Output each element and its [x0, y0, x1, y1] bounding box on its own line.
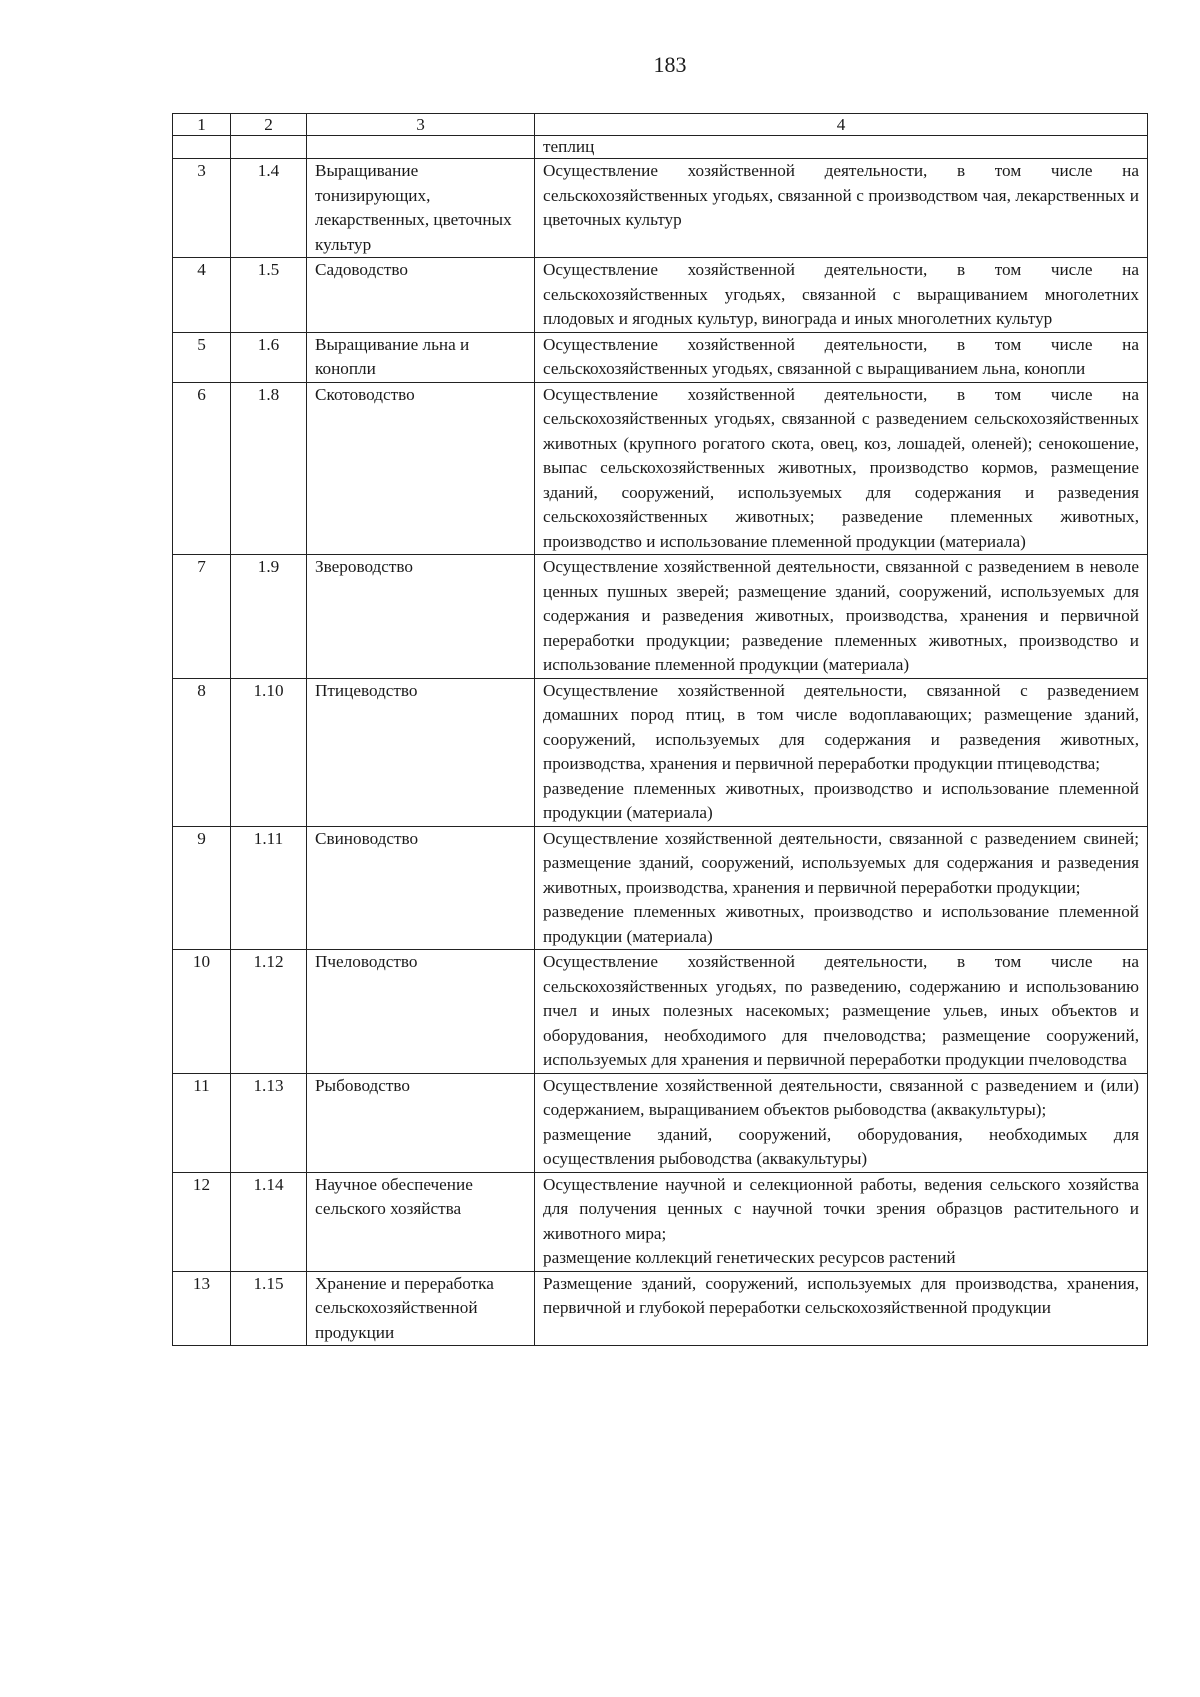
land-use-table — [172, 113, 1148, 1346]
row-code: 1.12 — [231, 950, 307, 1074]
row-name: Свиноводство — [307, 826, 535, 950]
row-description — [535, 1172, 1148, 1271]
row-number: 5 — [173, 332, 231, 382]
row-description-text: Осуществление хозяйственной деятельности, в том числе на сельскохозяйственных угодьях, связанной с разведением сельскохозяйственных животных (крупного рогатого скота, овец, коз, лошадей, оленей); сенокошение, выпас сельскохозяйственных животных, производство кормов, размещение зданий, сооружений, используемых для содержания и разведения сельскохозяйственных животных; разведение племенных животных, производство и использование племенной продукции (материала) — [543, 384, 1139, 551]
table-row — [173, 1073, 1148, 1172]
row-description-text: Размещение зданий, сооружений, используемых для производства, хранения, первичной и глубокой переработки сельскохозяйственной продукции — [543, 1273, 1139, 1317]
row-number: 6 — [173, 382, 231, 555]
row-description-text: Осуществление хозяйственной деятельности, связанной с разведением в неволе ценных пушных зверей; размещение зданий, сооружений, используемых для содержания и разведения животных, производства, хранения и первичной переработки продукции; разведение племенных животных, производство и использование племенной продукции (материала) — [543, 557, 1139, 674]
row-name: Пчеловодство — [307, 950, 535, 1074]
row-description-text: Осуществление хозяйственной деятельности, в том числе на сельскохозяйственных угодьях, связанной с выращиванием многолетних плодовых и ягодных культур, винограда и иных многолетних культур — [543, 260, 1139, 328]
table-row — [173, 678, 1148, 826]
table-row — [173, 950, 1148, 1074]
row-name: Выращивание льна и конопли — [307, 332, 535, 382]
continuation-text: теплиц — [535, 136, 1148, 159]
row-description-text: Осуществление научной и селекционной работы, ведения сельского хозяйства для получения ценных с научной точки зрения образцов растительного и животного мира; — [543, 1174, 1139, 1243]
row-description-text: Осуществление хозяйственной деятельности, связанной с разведением и (или) содержанием, выращиванием объектов рыбоводства (аквакультуры); — [543, 1075, 1139, 1119]
row-description-text: Осуществление хозяйственной деятельности, в том числе на сельскохозяйственных угодьях, по разведению, содержанию и использованию пчел и иных полезных насекомых; размещение ульев, иных объектов и оборудования, необходимого для пчеловодства; размещение сооружений, используемых для хранения и первичной переработки продукции пчеловодства — [543, 952, 1139, 1069]
row-description — [535, 382, 1148, 555]
row-code: 1.5 — [231, 258, 307, 333]
row-name: Выращивание тонизирующих, лекарственных, цветочных культур — [307, 159, 535, 258]
table-row — [173, 826, 1148, 950]
table-row — [173, 1172, 1148, 1271]
row-description — [535, 258, 1148, 333]
row-name: Научное обеспечение сельского хозяйства — [307, 1172, 535, 1271]
table-header-row — [173, 114, 1148, 136]
row-code: 1.11 — [231, 826, 307, 950]
row-code: 1.4 — [231, 159, 307, 258]
row-description — [535, 1271, 1148, 1346]
row-description — [535, 1073, 1148, 1172]
row-description-text: Осуществление хозяйственной деятельности, в том числе на сельскохозяйственных угодьях, связанной с производством чая, лекарственных и цветочных культур — [543, 161, 1139, 229]
row-description-text-2: размещение зданий, сооружений, оборудования, необходимых для осуществления рыбоводства (аквакультуры) — [543, 1124, 1139, 1168]
row-description-text-2: размещение коллекций генетических ресурсов растений — [543, 1248, 956, 1267]
column-header: 3 — [307, 114, 535, 136]
row-number: 7 — [173, 555, 231, 679]
row-name: Скотоводство — [307, 382, 535, 555]
row-number: 10 — [173, 950, 231, 1074]
column-header: 1 — [173, 114, 231, 136]
row-name: Птицеводство — [307, 678, 535, 826]
row-description-text: Осуществление хозяйственной деятельности, в том числе на сельскохозяйственных угодьях, связанной с выращиванием льна, конопли — [543, 334, 1139, 378]
row-code: 1.14 — [231, 1172, 307, 1271]
column-header: 2 — [231, 114, 307, 136]
row-code: 1.15 — [231, 1271, 307, 1346]
continuation-row — [173, 136, 1148, 159]
row-code: 1.8 — [231, 382, 307, 555]
row-description-text: Осуществление хозяйственной деятельности, связанной с разведением домашних пород птиц, в том числе водоплавающих; размещение зданий, сооружений, используемых для содержания и разведения животных, производства, хранения и первичной переработки продукции птицеводства; — [543, 680, 1139, 773]
row-name: Рыбоводство — [307, 1073, 535, 1172]
table-row — [173, 555, 1148, 679]
table-row — [173, 332, 1148, 382]
row-description-text-2: разведение племенных животных, производство и использование племенной продукции (материала) — [543, 902, 1139, 946]
table-row — [173, 258, 1148, 333]
column-header: 4 — [535, 114, 1148, 136]
row-description — [535, 159, 1148, 258]
row-code: 1.13 — [231, 1073, 307, 1172]
row-description-text: Осуществление хозяйственной деятельности, связанной с разведением свиней; размещение зданий, сооружений, используемых для содержания и разведения животных, производства, хранения и первичной переработки продукции; — [543, 828, 1139, 897]
row-code: 1.6 — [231, 332, 307, 382]
row-number: 9 — [173, 826, 231, 950]
row-number: 13 — [173, 1271, 231, 1346]
row-name: Хранение и переработка сельскохозяйственной продукции — [307, 1271, 535, 1346]
row-number: 4 — [173, 258, 231, 333]
row-number: 12 — [173, 1172, 231, 1271]
table-row — [173, 382, 1148, 555]
table-row — [173, 159, 1148, 258]
row-code: 1.9 — [231, 555, 307, 679]
row-description — [535, 678, 1148, 826]
row-description — [535, 950, 1148, 1074]
row-name: Садоводство — [307, 258, 535, 333]
page-number: 183 — [653, 52, 687, 77]
row-description-text-2: разведение племенных животных, производство и использование племенной продукции (материала) — [543, 778, 1139, 822]
row-code: 1.10 — [231, 678, 307, 826]
row-number: 8 — [173, 678, 231, 826]
row-number: 11 — [173, 1073, 231, 1172]
row-number: 3 — [173, 159, 231, 258]
table-row — [173, 1271, 1148, 1346]
row-description — [535, 332, 1148, 382]
row-name: Звероводство — [307, 555, 535, 679]
row-description — [535, 826, 1148, 950]
row-description — [535, 555, 1148, 679]
